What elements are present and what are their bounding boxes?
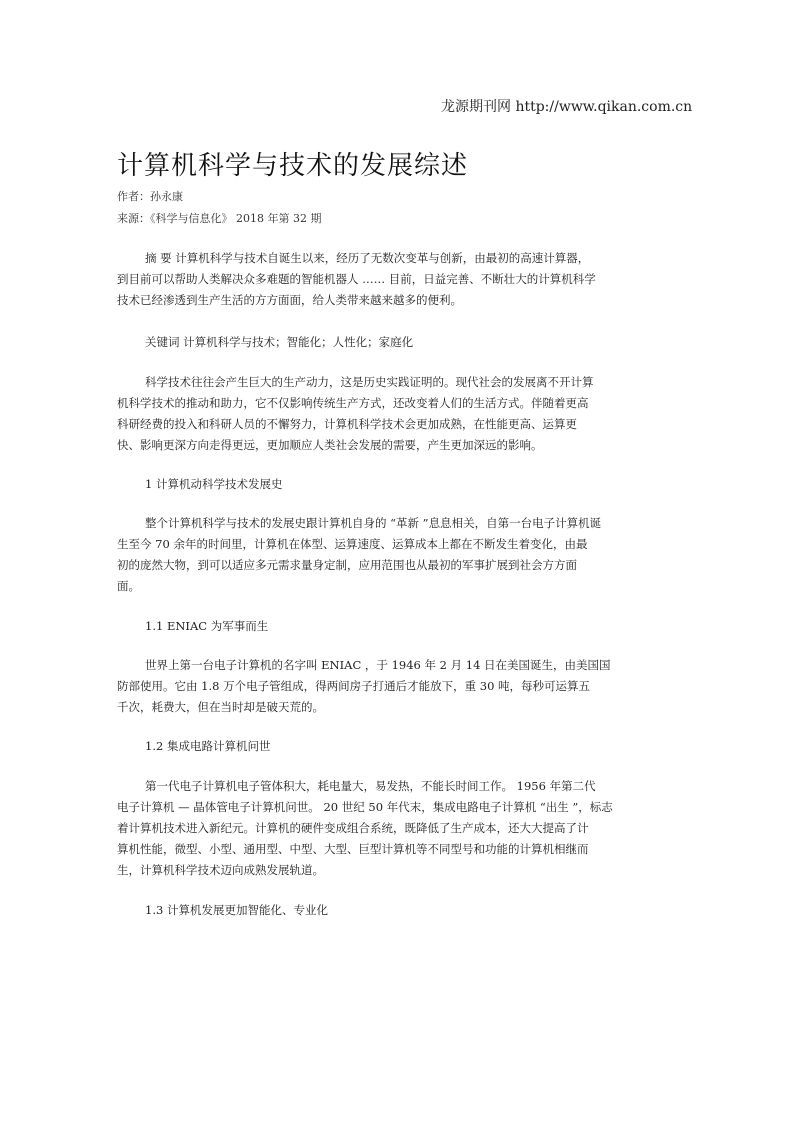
section-1-line: 整个计算机科学与技术的发展史跟计算机自身的 “革新 ”息息相关，自第一台电子计算机诞 xyxy=(145,516,602,530)
section-1-2-line: 第一代电子计算机电子管体积大，耗电量大，易发热，不能长时间工作。 1956 年第二代 xyxy=(145,779,596,793)
section-heading: 1.3 计算机发展更加智能化、专业化 xyxy=(145,903,328,917)
intro-line: 机科学技术的推动和助力，它不仅影响传统生产方式，还改变着人们的生活方式。伴随着更高 xyxy=(117,396,589,410)
section-1-1-line: 世界上第一台电子计算机的名字叫 ENIAC ，于 1946 年 2 月 14 日在美国诞生，由美国国 xyxy=(145,658,611,672)
section-1-line: 生至今 70 余年的时间里，计算机在体型、运算速度、运算成本上都在不断发生着变化，由最 xyxy=(117,537,588,551)
intro-line: 科研经费的投入和科研人员的不懈努力，计算机科学技术会更加成熟，在性能更高、运算更 xyxy=(117,417,577,431)
keywords-line: 关键词 计算机科学与技术；智能化；人性化；家庭化 xyxy=(145,335,414,349)
section-1-2-line: 算机性能，微型、小型、通用型、中型、大型、巨型计算机等不同型号和功能的计算机相继而 xyxy=(117,842,589,856)
section-1-line: 初的庞然大物，到可以适应多元需求量身定制，应用范围也从最初的军事扩展到社会方方面 xyxy=(117,558,577,572)
author-line: 作者：孙永康 xyxy=(117,190,183,203)
section-1-1-line: 防部使用。它由 1.8 万个电子管组成，得两间房子打通后才能放下，重 30 吨，每秒可运算五 xyxy=(117,679,591,693)
section-heading: 1.2 集成电路计算机问世 xyxy=(145,739,271,753)
section-1-2-line: 着计算机技术进入新纪元。计算机的硬件变成组合系统，既降低了生产成本，还大大提高了计 xyxy=(117,821,589,835)
section-1-1-line: 千次，耗费大，但在当时却是破天荒的。 xyxy=(117,700,324,714)
section-heading: 1.1 ENIAC 为军事而生 xyxy=(145,619,269,633)
abstract-line: 技术已经渗透到生产生活的方方面面，给人类带来越来越多的便利。 xyxy=(117,293,462,307)
abstract-line: 摘 要 计算机科学与技术自诞生以来，经历了无数次变革与创新，由最初的高速计算器， xyxy=(145,251,590,265)
section-1-line: 面。 xyxy=(117,579,140,593)
section-1-2-line: 电子计算机 — 晶体管电子计算机问世。 20 世纪 50 年代末，集成电路电子计算机 “出生 ”，标志 xyxy=(117,800,613,814)
intro-line: 快、影响更深方向走得更远，更加顺应人类社会发展的需要，产生更加深远的影响。 xyxy=(117,438,543,452)
abstract-line: 到目前可以帮助人类解决众多难题的智能机器人 …… 目前，日益完善、不断壮大的计算机科学 xyxy=(117,272,596,286)
site-header: 龙源期刊网 http://www.qikan.com.cn xyxy=(441,99,693,115)
intro-line: 科学技术往往会产生巨大的生产动力，这是历史实践证明的。现代社会的发展离不开计算 xyxy=(145,375,594,389)
article-title: 计算机科学与技术的发展综述 xyxy=(117,151,469,181)
section-1-2-line: 生，计算机科学技术迈向成熟发展轨道。 xyxy=(117,863,324,877)
source-line: 来源：《科学与信息化》 2018 年第 32 期 xyxy=(117,212,322,225)
section-heading: 1 计算机动科学技术发展史 xyxy=(145,477,283,491)
